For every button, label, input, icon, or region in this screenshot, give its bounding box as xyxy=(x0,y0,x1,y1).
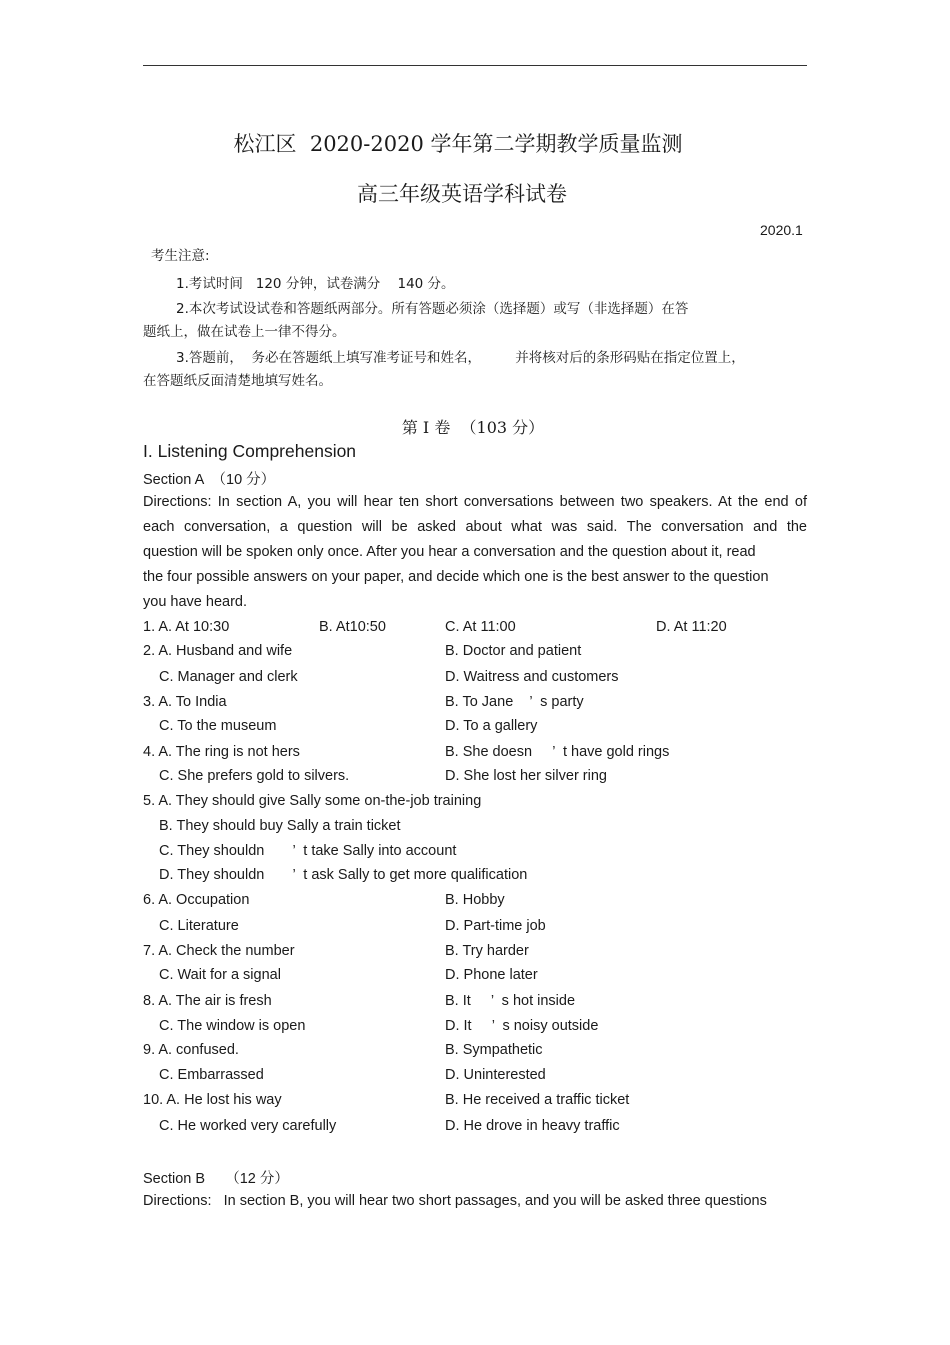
q3-option-b: B. To Jane ’ s party xyxy=(445,694,584,710)
q9-option-a: 9. A. confused. xyxy=(143,1042,239,1058)
directions-a-line: each conversation, a question will be asked about what was said. The conversation and the xyxy=(143,519,807,535)
directions-b: Directions: In section B, you will hear two short passages, and you will be asked three questions xyxy=(143,1193,767,1209)
exam-subtitle: 高三年级英语学科试卷 xyxy=(357,182,567,206)
q2-option-a: 2. A. Husband and wife xyxy=(143,643,293,659)
q3-option-c: C. To the museum xyxy=(159,718,277,734)
q1-option-d: D. At 11:20 xyxy=(656,619,727,635)
directions-a-line: Directions: In section A, you will hear ten short conversations between two speakers. At the end of xyxy=(143,494,807,510)
notice-item-2-line-1: 2.本次考试设试卷和答题纸两部分。所有答题必须涂（选择题）或写（非选择题）在答 xyxy=(176,301,689,317)
q5-option-d: D. They shouldn ’ t ask Sally to get more qualification xyxy=(159,867,528,883)
q4-option-d: D. She lost her silver ring xyxy=(445,768,607,784)
directions-a-line: you have heard. xyxy=(143,594,247,610)
q9-option-b: B. Sympathetic xyxy=(445,1042,543,1058)
q7-option-b: B. Try harder xyxy=(445,943,529,959)
q2-option-b: B. Doctor and patient xyxy=(445,643,582,659)
exam-title: 松江区 2020-2020 学年第二学期教学质量监测 xyxy=(233,132,683,156)
q10-option-b: B. He received a traffic ticket xyxy=(445,1092,630,1108)
q10-option-c: C. He worked very carefully xyxy=(159,1118,337,1134)
q4-option-b: B. She doesn ’ t have gold rings xyxy=(445,744,670,760)
q8-option-c: C. The window is open xyxy=(159,1018,306,1034)
listening-title: I. Listening Comprehension xyxy=(143,441,357,461)
q1-option-c: C. At 11:00 xyxy=(445,619,516,635)
top-rule xyxy=(143,65,807,66)
directions-a-line: question will be spoken only once. After you hear a conversation and the question about it, read xyxy=(143,544,756,560)
directions-a-line: the four possible answers on your paper, and decide which one is the best answer to the question xyxy=(143,569,769,585)
q2-option-d: D. Waitress and customers xyxy=(445,669,619,685)
q8-option-b: B. It ’ s hot inside xyxy=(445,993,576,1009)
q10-option-d: D. He drove in heavy traffic xyxy=(445,1118,620,1134)
q5-option-a: 5. A. They should give Sally some on-the-job training xyxy=(143,793,482,809)
q3-option-a: 3. A. To India xyxy=(143,694,227,710)
q5-option-b: B. They should buy Sally a train ticket xyxy=(159,818,401,834)
exam-date: 2020.1 xyxy=(760,222,803,238)
q10-option-a: 10. A. He lost his way xyxy=(143,1092,282,1108)
q6-option-b: B. Hobby xyxy=(445,892,505,908)
notice-item-3-line-2: 在答题纸反面清楚地填写姓名。 xyxy=(143,373,332,389)
q4-option-c: C. She prefers gold to silvers. xyxy=(159,768,350,784)
q5-option-c: C. They shouldn ’ t take Sally into account xyxy=(159,843,457,859)
q6-option-a: 6. A. Occupation xyxy=(143,892,250,908)
q6-option-c: C. Literature xyxy=(159,918,239,934)
q9-option-c: C. Embarrassed xyxy=(159,1067,264,1083)
q7-option-d: D. Phone later xyxy=(445,967,538,983)
q8-option-a: 8. A. The air is fresh xyxy=(143,993,272,1009)
notice-heading: 考生注意: xyxy=(151,248,210,264)
section-a-title: Section A （10 分） xyxy=(143,472,276,488)
q3-option-d: D. To a gallery xyxy=(445,718,538,734)
q1-option-b: B. At10:50 xyxy=(319,619,386,635)
notice-item-1: 1.考试时间 120 分钟，试卷满分 140 分。 xyxy=(176,276,455,292)
q8-option-d: D. It ’ s noisy outside xyxy=(445,1018,599,1034)
q7-option-c: C. Wait for a signal xyxy=(159,967,281,983)
q2-option-c: C. Manager and clerk xyxy=(159,669,298,685)
notice-item-3-line-1: 3.答题前， 务必在答题纸上填写准考证号和姓名， 并将核对后的条形码贴在指定位置上， xyxy=(176,350,745,366)
q6-option-d: D. Part-time job xyxy=(445,918,546,934)
part-1-heading: 第 I 卷 （103 分） xyxy=(401,418,545,437)
q1-option-a: 1. A. At 10:30 xyxy=(143,619,230,635)
q9-option-d: D. Uninterested xyxy=(445,1067,546,1083)
section-b-title: Section B （12 分） xyxy=(143,1171,289,1187)
notice-item-2-line-2: 题纸上，做在试卷上一律不得分。 xyxy=(143,324,346,340)
q7-option-a: 7. A. Check the number xyxy=(143,943,295,959)
q4-option-a: 4. A. The ring is not hers xyxy=(143,744,300,760)
